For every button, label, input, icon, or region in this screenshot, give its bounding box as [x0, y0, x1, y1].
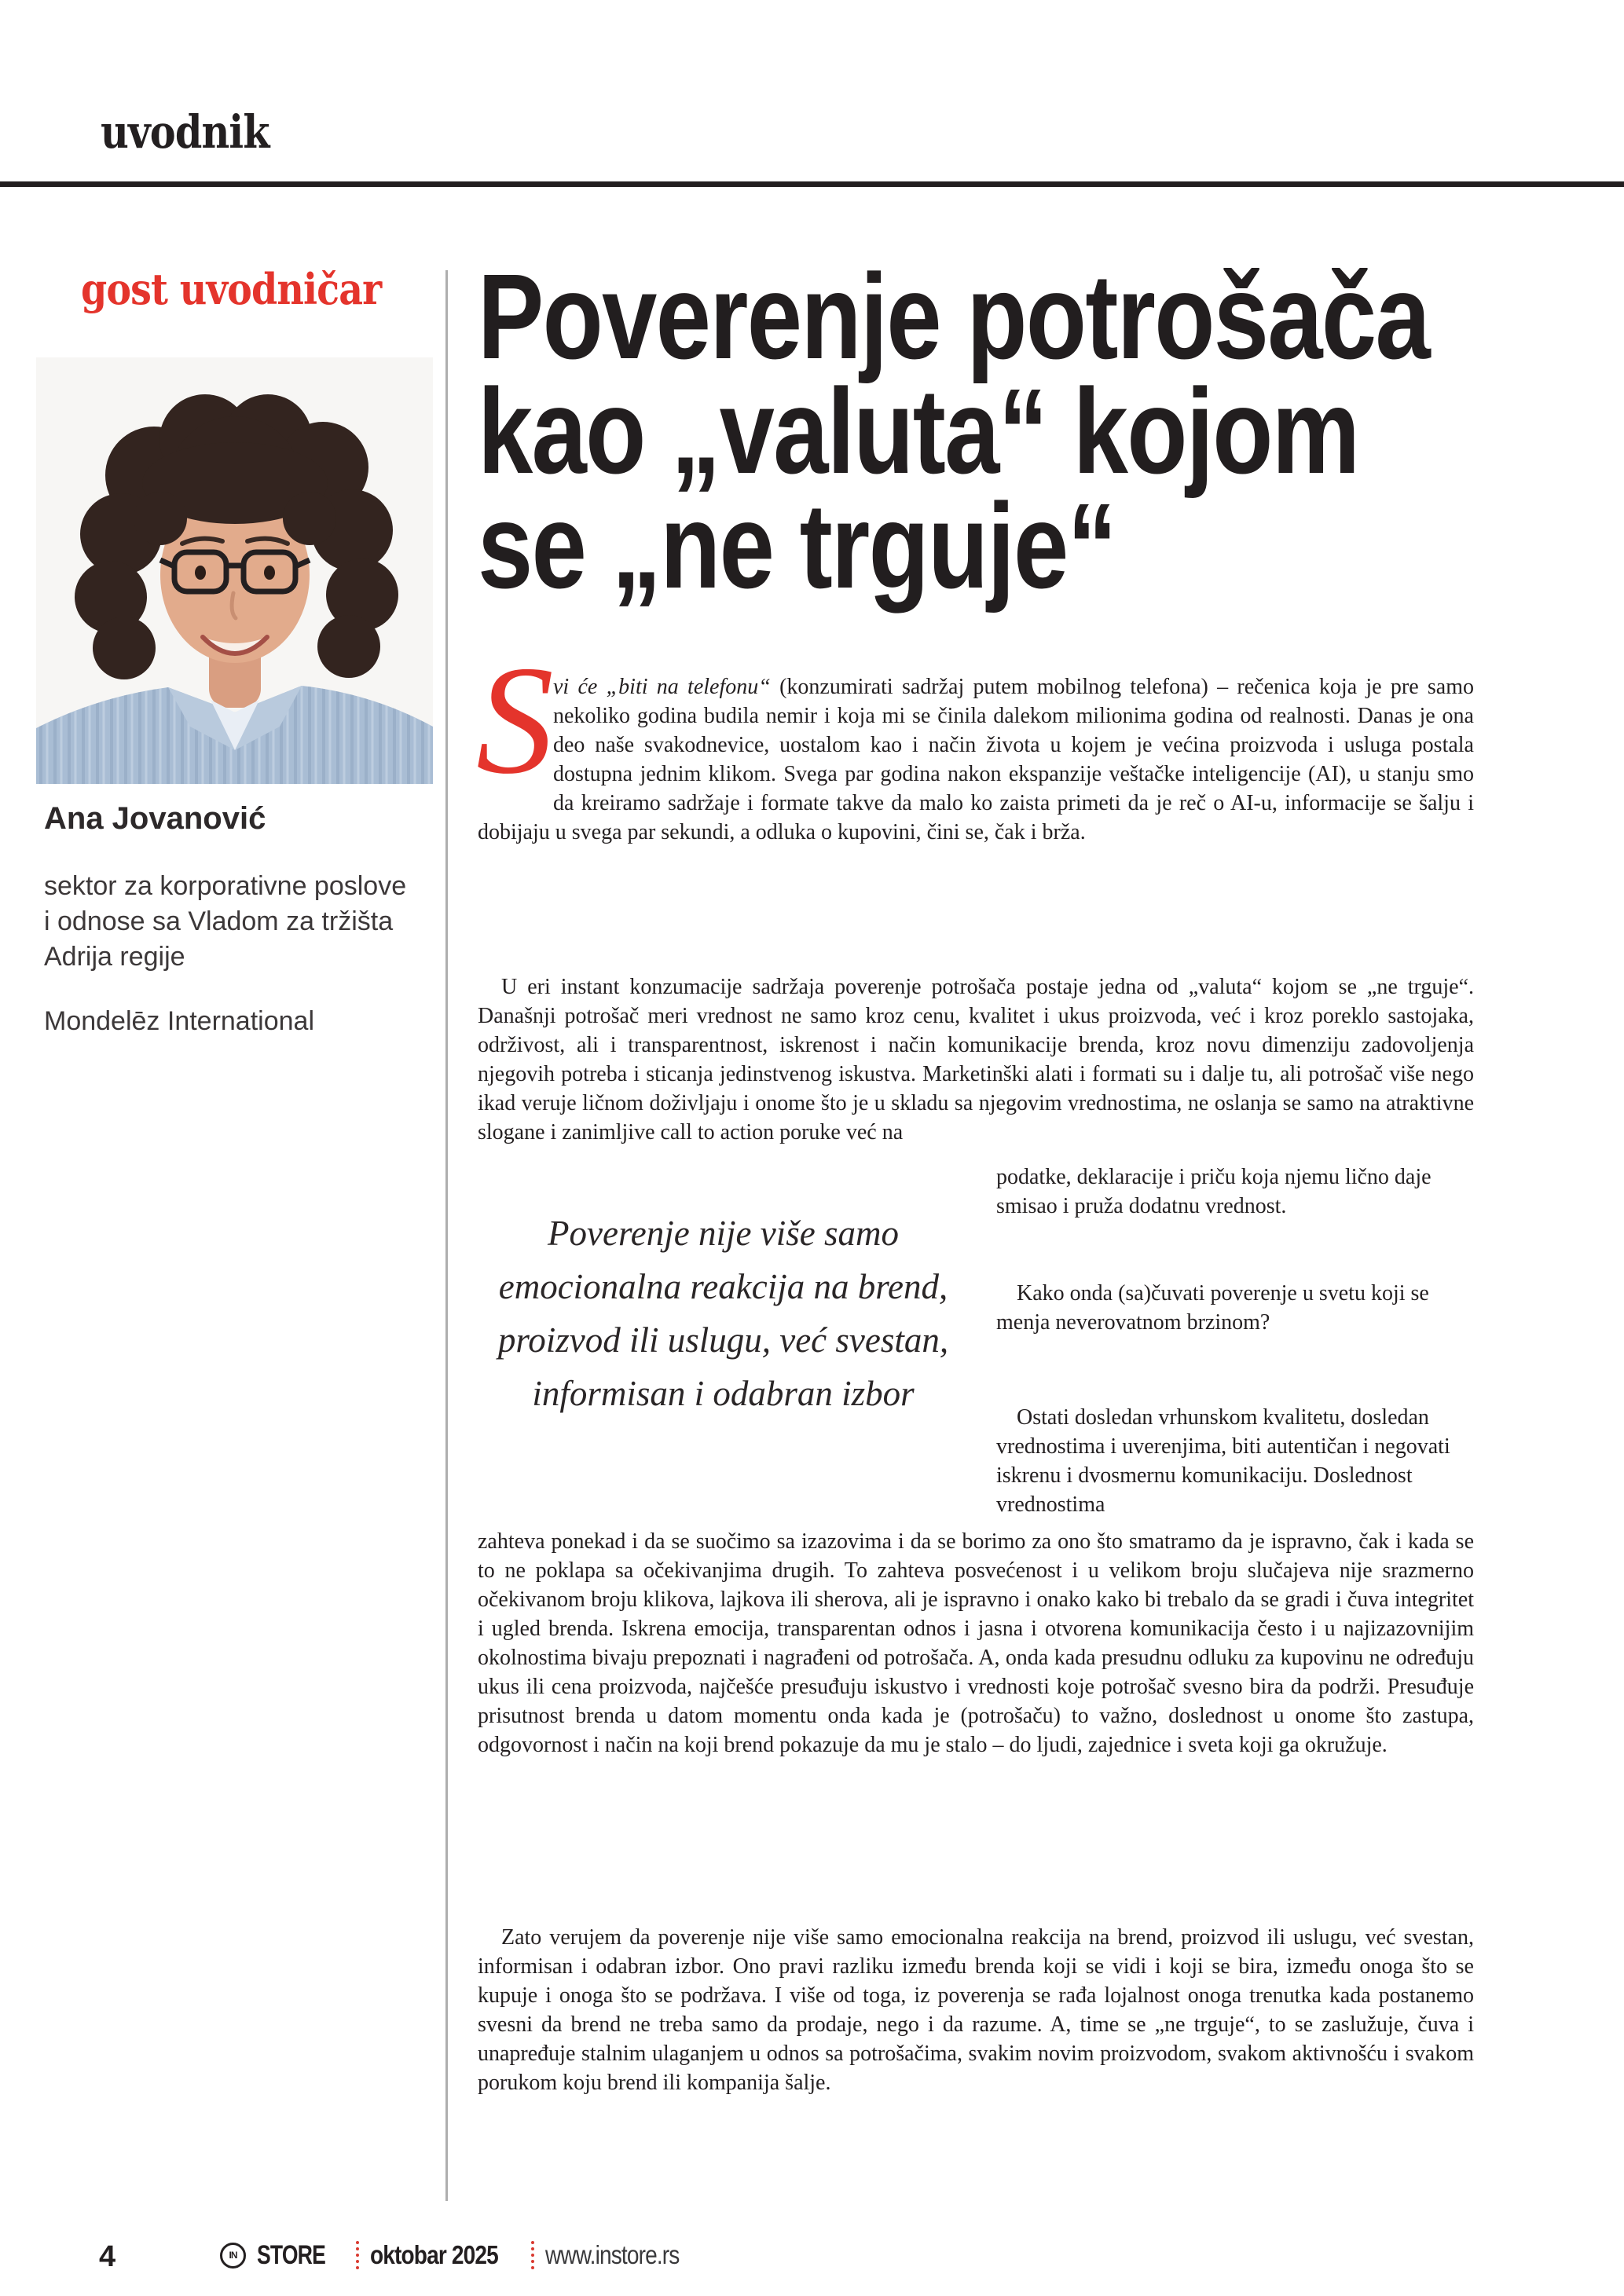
- in-circle-logo-icon: IN: [220, 2243, 246, 2269]
- footer-website-link[interactable]: www.instore.rs: [545, 2240, 680, 2269]
- author-portrait-illustration: [36, 357, 433, 784]
- article-title-line-1: Poverenje potrošača: [478, 249, 1430, 384]
- paragraph-2-continuation: podatke, deklaracije i priču koja njemu lično daje smisao i pruža dodatnu vrednost.: [996, 1165, 1432, 1218]
- author-photo: [36, 357, 433, 784]
- footer-issue-date: oktobar 2025: [369, 2240, 498, 2269]
- page-number: 4: [99, 2240, 116, 2273]
- paragraph-question: Kako onda (sa)čuvati poverenje u svetu koji se menja neverovatnom brzinom?: [996, 1281, 1429, 1335]
- author-role: sektor za korporativne poslove i odnose sa Vladom za tržišta Adrija regije: [44, 871, 407, 972]
- paragraph-2: U eri instant konzumacije sadržaja poverenje potrošača postaje jedna od „valuta“ kojom se „ne trguje“. Današnji potrošač meri vrednost ne samo kroz cenu, kvalitet i ukus proizvoda, već i kroz poreklo sastojaka, održivost, ali i transparentnost, iskrenost i način komunikacije brenda, kroz novu dimenziju zadovoljenja njegovih potreba i sticanja jedinstvenog iskustva. Marketinški alati i formati su i dalje tu, ali potrošač više nego ikad veruje ličnom doživljaju i onome što je u skladu sa njegovim vrednostima, ne oslanja se samo na atraktivne slogane i zanimljive call to action poruke već na: [478, 975, 1474, 1144]
- store-logo-text: STORE: [257, 2239, 325, 2270]
- paragraph-4-start: Ostati dosledan vrhunskom kvalitetu, dosledan vrednostima i uverenjima, biti autentičan i negovati iskrenu i dvosmernu komunikaciju. Doslednost vrednostima: [996, 1405, 1450, 1517]
- lead-italic-phrase: vi će „biti na telefonu“: [553, 675, 771, 699]
- article-title: [478, 249, 1509, 613]
- paragraph-lead: [478, 672, 1474, 847]
- drop-cap: S: [476, 634, 554, 806]
- section-label: uvodnik: [101, 105, 269, 159]
- pull-quote: Poverenje nije više samo emocionalna reakcija na brend, proizvod ili uslugu, već svestan, informisan i odabran izbor: [497, 1214, 949, 1413]
- article-title-line-3: se „ne trguje“: [478, 478, 1116, 613]
- kicker-gost-uvodnicar: gost uvodničar: [81, 264, 382, 314]
- paragraph-4-continuation: zahteva ponekad i da se suočimo sa izazovima i da se borimo za ono što smatramo da je ispravno, čak i kada se to ne poklapa sa očekivanjima drugih. To zahteva posvećenost i u velikom broju slučajeva nije srazmerno očekivanom broju klikova, lajkova ili sherova, ali je ispravno i onako kako bi trebalo da se gradi i čuva integritet i ugled brenda. Iskrena emocija, transparentan odnos i jasna i otvorena komunikacija često i u najizazovnijim okolnostima bivaju prepoznati i nagrađeni od potrošača. A, onda kada presudnu odluku za kupovinu ne određuju ukus ili cena proizvoda, najčešće presuđuju iskustvo i vrednosti koje potrošač svesno bira da podrži. Presuđuje prisutnost brenda u datom momentu onda kada je (potrošaču) to važno, doslednost u onome što zastupa, odgovornost i način na koji brend pokazuje da mu je stalo – do ljudi, zajednice i sveta koji ga okružuje.: [478, 1529, 1474, 1757]
- dotted-separator: [531, 2241, 534, 2269]
- author-name: Ana Jovanović: [44, 801, 266, 836]
- paragraph-closing: Zato verujem da poverenje nije više samo emocionalna reakcija na brend, proizvod ili uslugu, već svestan, informisan i odabran izbor. Ono pravi razliku između brenda koji se vidi i koji se bira, između onoga što se kupuje i onoga što se podržava. I više od toga, iz poverenja se rađa lojalnost onoga trenutka kada postanemo svesni da brend ne treba samo da prodaje, nego i da razume. A, time se „ne trguje“, to se zaslužuje, čuva i unapređuje stalnim ulaganjem u odnos sa potrošačima, svakim novim proizvodom, svakom aktivnošću i svakom porukom koju brend ili kompanija šalje.: [478, 1925, 1474, 2095]
- article-title-line-2: kao „valuta“ kojom: [478, 364, 1359, 499]
- author-company: Mondelēz International: [44, 1006, 315, 1036]
- lead-text: (konzumirati sadržaj putem mobilnog telefona) – rečenica koja je pre samo nekoliko godina budila nemir i koja mi se činila dalekom milionima godina od realnosti. Danas je ona deo naše svakodnevice, uostalom kao i način života u kojem je većina proizvoda i usluga postala dostupna jednim klikom. Svega par godina nakon ekspanzije veštačke inteligencije (AI), u stanju smo da kreiramo sadržaje i formate takve da malo ko zaista primeti da je reč o AI-u, informacije se šalju i dobijaju u svega par sekundi, a odluka o kupovini, čini se, čak i brža.: [478, 675, 1474, 844]
- dotted-separator: [356, 2241, 359, 2269]
- footer-bar: [220, 2237, 703, 2273]
- column-divider: [445, 270, 448, 2201]
- header-rule: [0, 181, 1624, 187]
